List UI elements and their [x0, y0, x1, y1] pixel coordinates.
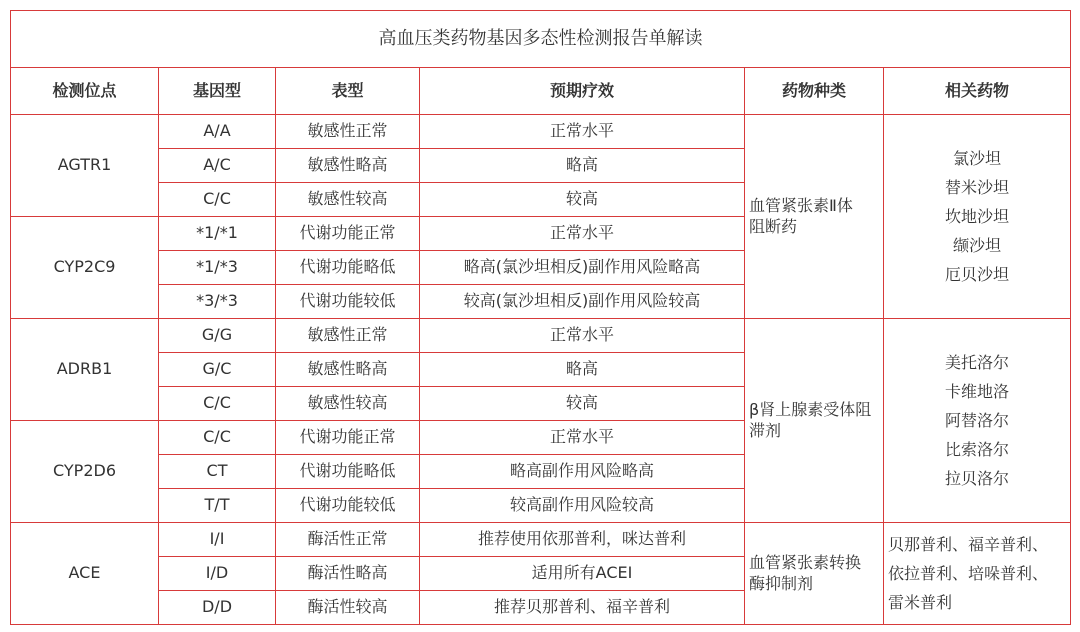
drug-item: 雷米普利 [888, 593, 953, 612]
phenotype-cell: 代谢功能正常 [276, 217, 420, 251]
table-row [11, 523, 1071, 557]
genotype-cell: *1/*3 [159, 251, 276, 285]
effect-cell: 略高 [420, 149, 745, 183]
phenotype-cell: 酶活性略高 [276, 557, 420, 591]
phenotype-cell: 敏感性较高 [276, 183, 420, 217]
phenotype-cell: 敏感性正常 [276, 319, 420, 353]
effect-cell: 较高副作用风险较高 [420, 489, 745, 523]
drug-item: 氯沙坦 [953, 149, 1002, 168]
phenotype-cell: 代谢功能较低 [276, 489, 420, 523]
effect-cell: 适用所有ACEI [420, 557, 745, 591]
phenotype-cell: 代谢功能较低 [276, 285, 420, 319]
drug-class-line: β肾上腺素受体阻 [749, 399, 872, 419]
locus-cell: CYP2D6 [11, 421, 159, 523]
drug-item: 厄贝沙坦 [945, 265, 1010, 284]
effect-cell: 推荐贝那普利、福辛普利 [420, 591, 745, 625]
effect-cell: 略高(氯沙坦相反)副作用风险略高 [420, 251, 745, 285]
effect-cell: 较高 [420, 183, 745, 217]
genotype-cell: A/A [159, 115, 276, 149]
header-related-drugs: 相关药物 [884, 68, 1071, 115]
effect-cell: 略高副作用风险略高 [420, 455, 745, 489]
genotype-cell: I/I [159, 523, 276, 557]
phenotype-cell: 敏感性略高 [276, 353, 420, 387]
genotype-cell: G/G [159, 319, 276, 353]
header-genotype: 基因型 [159, 68, 276, 115]
genotype-cell: *3/*3 [159, 285, 276, 319]
drug-item: 坎地沙坦 [945, 207, 1010, 226]
header-drug-class: 药物种类 [745, 68, 884, 115]
table-row [11, 115, 1071, 149]
effect-cell: 推荐使用依那普利，咪达普利 [420, 523, 745, 557]
report-table [10, 10, 1071, 625]
drug-item: 阿替洛尔 [945, 411, 1010, 430]
drug-item: 卡维地洛 [945, 382, 1010, 401]
effect-cell: 正常水平 [420, 319, 745, 353]
phenotype-cell: 代谢功能略低 [276, 455, 420, 489]
drug-class-line: 酶抑制剂 [749, 573, 814, 593]
report-title: 高血压类药物基因多态性检测报告单解读 [11, 11, 1071, 68]
locus-cell: CYP2C9 [11, 217, 159, 319]
drug-class-line: 血管紧张素Ⅱ体 [749, 195, 853, 215]
locus-cell: ACE [11, 523, 159, 625]
drug-item: 美托洛尔 [945, 353, 1010, 372]
drug-class-cell [745, 319, 884, 523]
phenotype-cell: 代谢功能略低 [276, 251, 420, 285]
drug-item: 比索洛尔 [945, 440, 1010, 459]
related-drugs-cell [884, 115, 1071, 319]
phenotype-cell: 代谢功能正常 [276, 421, 420, 455]
genotype-cell: G/C [159, 353, 276, 387]
phenotype-cell: 敏感性较高 [276, 387, 420, 421]
genotype-cell: D/D [159, 591, 276, 625]
drug-class-line: 滞剂 [749, 420, 782, 440]
effect-cell: 正常水平 [420, 421, 745, 455]
header-effect: 预期疗效 [420, 68, 745, 115]
genotype-cell: CT [159, 455, 276, 489]
genotype-cell: A/C [159, 149, 276, 183]
table-row [11, 319, 1071, 353]
genotype-cell: C/C [159, 387, 276, 421]
phenotype-cell: 酶活性正常 [276, 523, 420, 557]
locus-cell: ADRB1 [11, 319, 159, 421]
header-row [11, 68, 1071, 115]
genotype-cell: *1/*1 [159, 217, 276, 251]
effect-cell: 正常水平 [420, 217, 745, 251]
drug-item: 拉贝洛尔 [945, 469, 1010, 488]
phenotype-cell: 敏感性略高 [276, 149, 420, 183]
drug-item: 替米沙坦 [945, 178, 1010, 197]
drug-item: 依拉普利、培哚普利、 [888, 564, 1049, 583]
effect-cell: 较高 [420, 387, 745, 421]
phenotype-cell: 敏感性正常 [276, 115, 420, 149]
header-locus: 检测位点 [11, 68, 159, 115]
genotype-cell: T/T [159, 489, 276, 523]
effect-cell: 略高 [420, 353, 745, 387]
drug-class-line: 阻断药 [749, 216, 798, 236]
drug-class-cell [745, 523, 884, 625]
effect-cell: 较高(氯沙坦相反)副作用风险较高 [420, 285, 745, 319]
genotype-cell: C/C [159, 183, 276, 217]
header-phenotype: 表型 [276, 68, 420, 115]
related-drugs-cell [884, 319, 1071, 523]
effect-cell: 正常水平 [420, 115, 745, 149]
drug-class-cell [745, 115, 884, 319]
genotype-cell: C/C [159, 421, 276, 455]
drug-item: 贝那普利、福辛普利、 [888, 535, 1049, 554]
drug-class-line: 血管紧张素转换 [749, 552, 862, 572]
genotype-cell: I/D [159, 557, 276, 591]
locus-cell: AGTR1 [11, 115, 159, 217]
related-drugs-cell [884, 523, 1071, 625]
drug-item: 缬沙坦 [953, 236, 1002, 255]
phenotype-cell: 酶活性较高 [276, 591, 420, 625]
